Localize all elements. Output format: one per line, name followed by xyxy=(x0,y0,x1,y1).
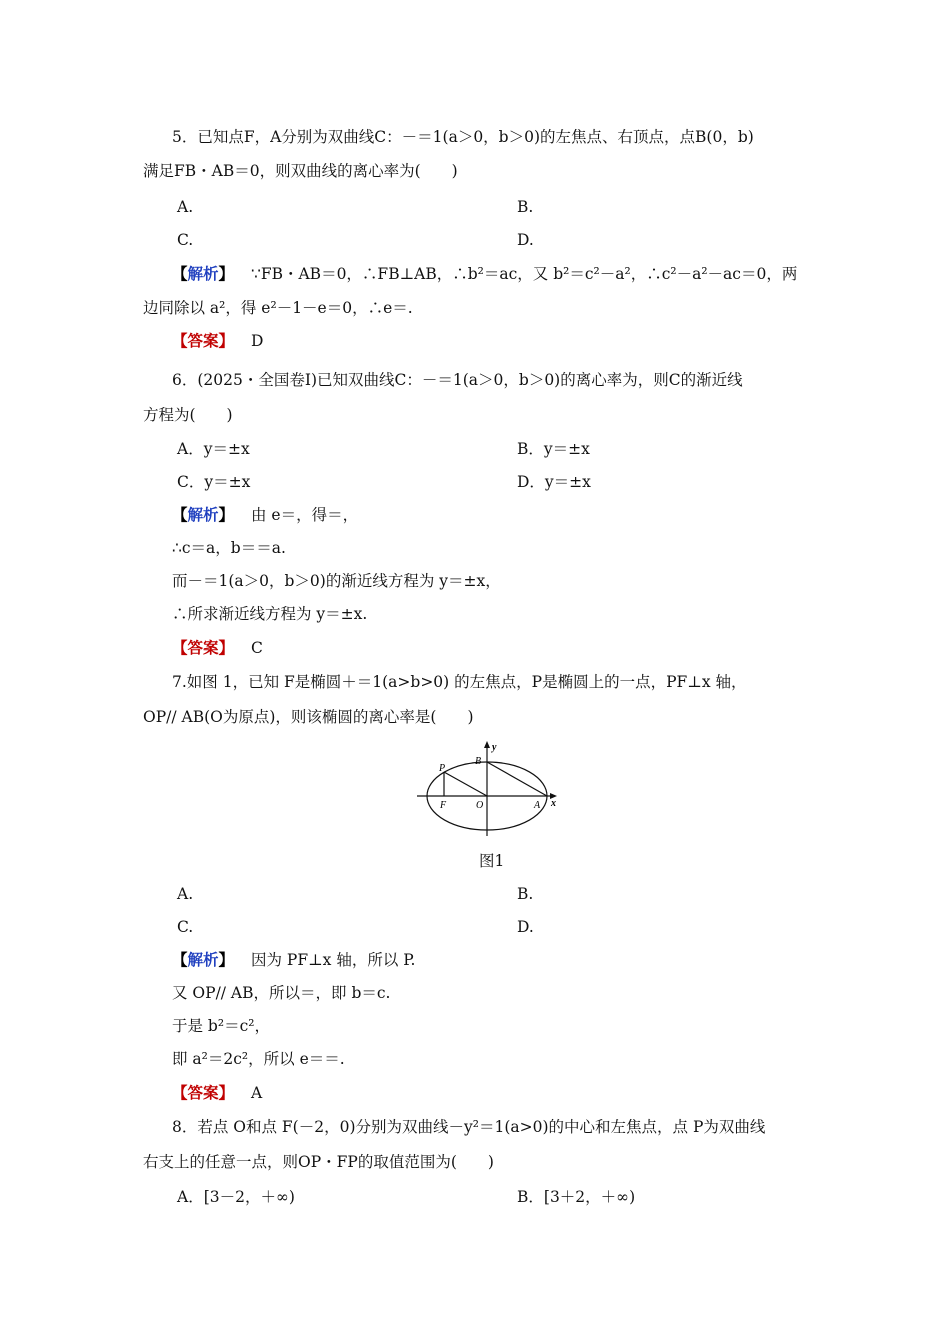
label-x: x xyxy=(551,798,556,809)
q5-option-a: A. xyxy=(177,198,194,216)
q7-solution-text1: 因为 PF⊥x 轴，所以 P. xyxy=(250,951,416,969)
q7-option-d: D. xyxy=(517,918,534,936)
ellipse-figure xyxy=(415,738,565,838)
q6-option-a: A．y＝±x xyxy=(177,440,250,458)
q6-answer-label: 答案 xyxy=(187,638,219,657)
q7-solution-label: 解析 xyxy=(187,950,219,969)
q6-solution-line1: 【解析】 由 e＝，得＝， xyxy=(172,505,359,524)
y-axis-arrow xyxy=(484,741,490,748)
label-a: A xyxy=(534,800,541,811)
q7-answer: 【答案】 A xyxy=(172,1083,263,1102)
q5-solution-label: 解析 xyxy=(187,264,219,283)
q7-solution-line1: 【解析】 因为 PF⊥x 轴，所以 P. xyxy=(172,950,416,969)
q5-answer-label: 答案 xyxy=(187,331,219,350)
q8-stem-line2: 右支上的任意一点，则OP・FP的取值范围为( ) xyxy=(143,1153,494,1171)
q6-solution-line4: ∴所求渐近线方程为 y＝±x. xyxy=(172,605,368,623)
label-y: y xyxy=(492,742,497,753)
q5-solution-line2: 边同除以 a²，得 e²－1－e＝0，∴e＝. xyxy=(143,299,413,317)
q6-option-b: B．y＝±x xyxy=(517,440,590,458)
q5-stem-line2: 满足FB・AB＝0，则双曲线的离心率为( ) xyxy=(143,162,458,180)
q7-solution-line3: 于是 b²＝c²， xyxy=(172,1017,270,1035)
q7-answer-label: 答案 xyxy=(187,1083,219,1102)
q7-answer-value: A xyxy=(250,1084,263,1102)
q8-option-b: B．[3＋2，＋∞) xyxy=(517,1188,636,1206)
q5-answer: 【答案】 D xyxy=(172,331,264,350)
q6-answer-value: C xyxy=(250,639,263,657)
q7-stem-line2: OP// AB(O为原点)，则该椭圆的离心率是( ) xyxy=(143,708,474,726)
segment-ab xyxy=(487,762,547,796)
q5-option-d: D. xyxy=(517,231,534,249)
q8-option-a: A．[3－2，＋∞) xyxy=(177,1188,295,1206)
q5-solution-text1: ∵FB・AB＝0，∴FB⊥AB，∴b²＝ac，又 b²＝c²－a²，∴c²－a²－ac＝0，两 xyxy=(250,265,798,283)
q6-option-d: D．y＝±x xyxy=(517,473,591,491)
q7-solution-line2: 又 OP// AB，所以＝，即 b＝c. xyxy=(172,984,391,1002)
q5-option-b: B. xyxy=(517,198,534,216)
q7-option-c: C. xyxy=(177,918,194,936)
q6-option-c: C．y＝±x xyxy=(177,473,251,491)
label-p: P xyxy=(439,763,446,774)
figure-caption: 图1 xyxy=(479,852,505,870)
q6-solution-line2: ∴c＝a，b＝＝a. xyxy=(172,539,286,557)
q6-answer: 【答案】 C xyxy=(172,638,263,657)
q5-stem-line1: 5．已知点F，A分别为双曲线C：－＝1(a＞0，b＞0)的左焦点、右顶点，点B(0，b) xyxy=(172,128,754,146)
label-o: O xyxy=(476,800,484,811)
label-f: F xyxy=(440,800,447,811)
q7-option-a: A. xyxy=(177,885,194,903)
q6-solution-text1: 由 e＝，得＝， xyxy=(250,506,359,524)
q5-option-c: C. xyxy=(177,231,194,249)
q6-stem-line2: 方程为( ) xyxy=(143,406,233,424)
segment-op xyxy=(444,772,487,796)
q6-solution-line3: 而－＝1(a＞0，b＞0)的渐近线方程为 y＝±x， xyxy=(172,572,501,590)
q6-stem-line1: 6．(2025・全国卷Ⅰ)已知双曲线C：－＝1(a＞0，b＞0)的离心率为，则C的渐近线 xyxy=(172,371,743,389)
q7-solution-line4: 即 a²＝2c²，所以 e＝＝. xyxy=(172,1050,345,1068)
label-b: B xyxy=(475,756,482,767)
q5-solution-line1: 【解析】 ∵FB・AB＝0，∴FB⊥AB，∴b²＝ac，又 b²＝c²－a²，∴c²－a²－ac＝0，两 xyxy=(172,264,798,283)
q7-option-b: B. xyxy=(517,885,534,903)
q7-stem-line1: 7.如图 1，已知 F是椭圆＋＝1(a>b>0) 的左焦点，P是椭圆上的一点，PF⊥x 轴， xyxy=(172,673,747,691)
q5-answer-value: D xyxy=(250,332,264,350)
q6-solution-label: 解析 xyxy=(187,505,219,524)
q8-stem-line1: 8．若点 O和点 F(－2，0)分别为双曲线－y²＝1(a>0)的中心和左焦点，点 P为双曲线 xyxy=(172,1118,766,1136)
